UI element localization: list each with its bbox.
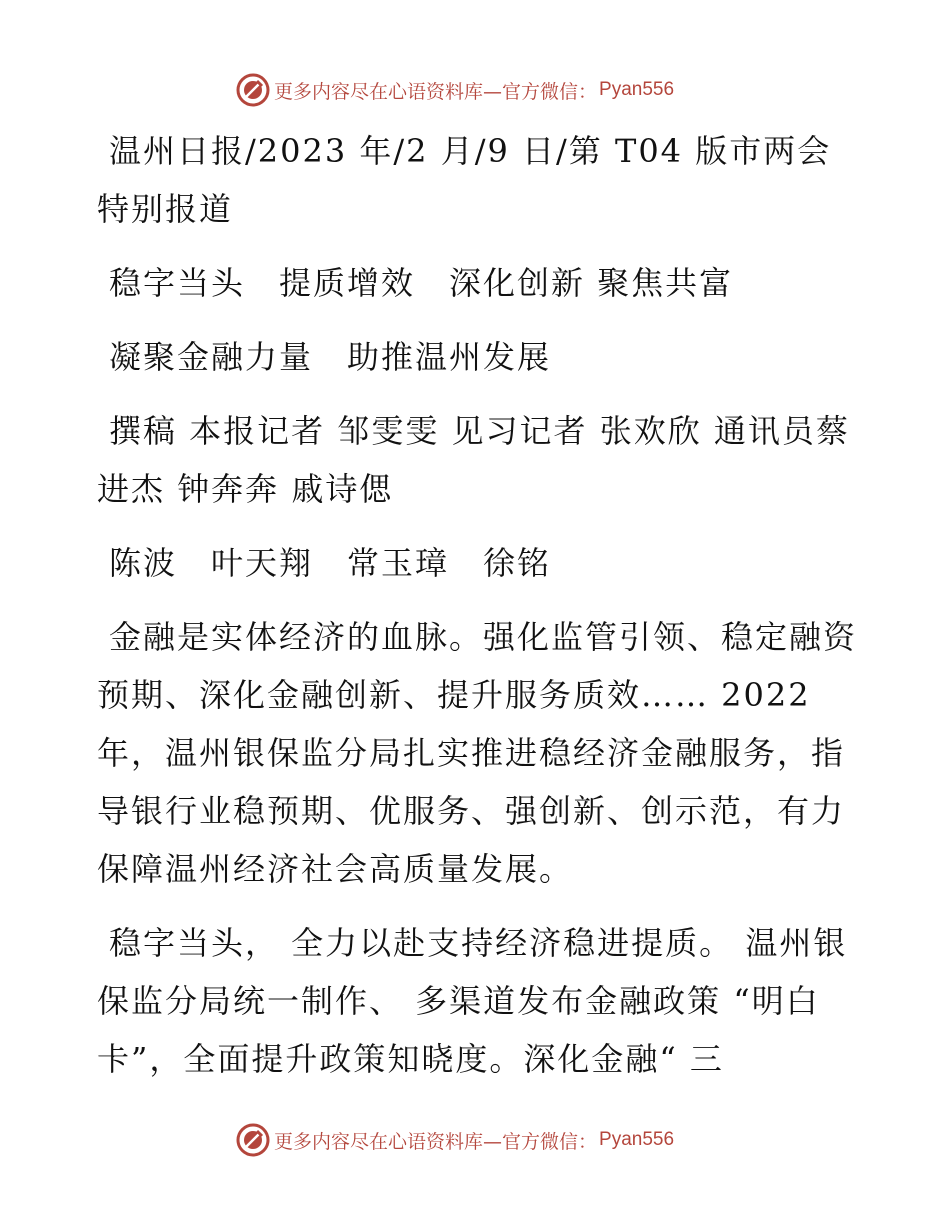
watermark-account: Pyan556 bbox=[599, 1129, 675, 1150]
watermark-footer bbox=[236, 1122, 756, 1158]
seal-logo-icon bbox=[236, 73, 270, 107]
paragraph-1: 金融是实体经济的血脉。强化监管引领、稳定融资预期、深化金融创新、提升服务质效…… 2022年，温州银保监分局扎实推进稳经济金融服务，指导银行业稳预期、优服务、强创新、创示范，有力保障温州经济社会高质量发展。 bbox=[97, 618, 858, 888]
seal-logo-icon bbox=[236, 1123, 270, 1157]
watermark-text: 更多内容尽在心语资料库—官方微信： bbox=[274, 1130, 598, 1153]
paragraph-2: 稳字当头， 全力以赴支持经济稳进提质。 温州银保监分局统一制作、 多渠道发布金融政策 “明白卡”，全面提升政策知晓度。深化金融“ 三 bbox=[97, 924, 848, 1078]
watermark-text: 更多内容尽在心语资料库—官方微信： bbox=[274, 80, 598, 103]
headline-1: 稳字当头 提质增效 深化创新 聚焦共富 bbox=[109, 264, 734, 302]
watermark-header bbox=[236, 72, 756, 108]
byline-2: 陈波 叶天翔 常玉璋 徐铭 bbox=[109, 544, 552, 582]
byline-1: 撰稿 本报记者 邹雯雯 见习记者 张欢欣 通讯员蔡进杰 钟奔奔 戚诗偲 bbox=[97, 412, 850, 508]
article-body bbox=[97, 122, 857, 1104]
headline-2: 凝聚金融力量 助推温州发展 bbox=[109, 338, 552, 376]
watermark-account: Pyan556 bbox=[599, 79, 675, 100]
source-line: 温州日报/2023 年/2 月/9 日/第 T04 版市两会特别报道 bbox=[97, 132, 832, 228]
